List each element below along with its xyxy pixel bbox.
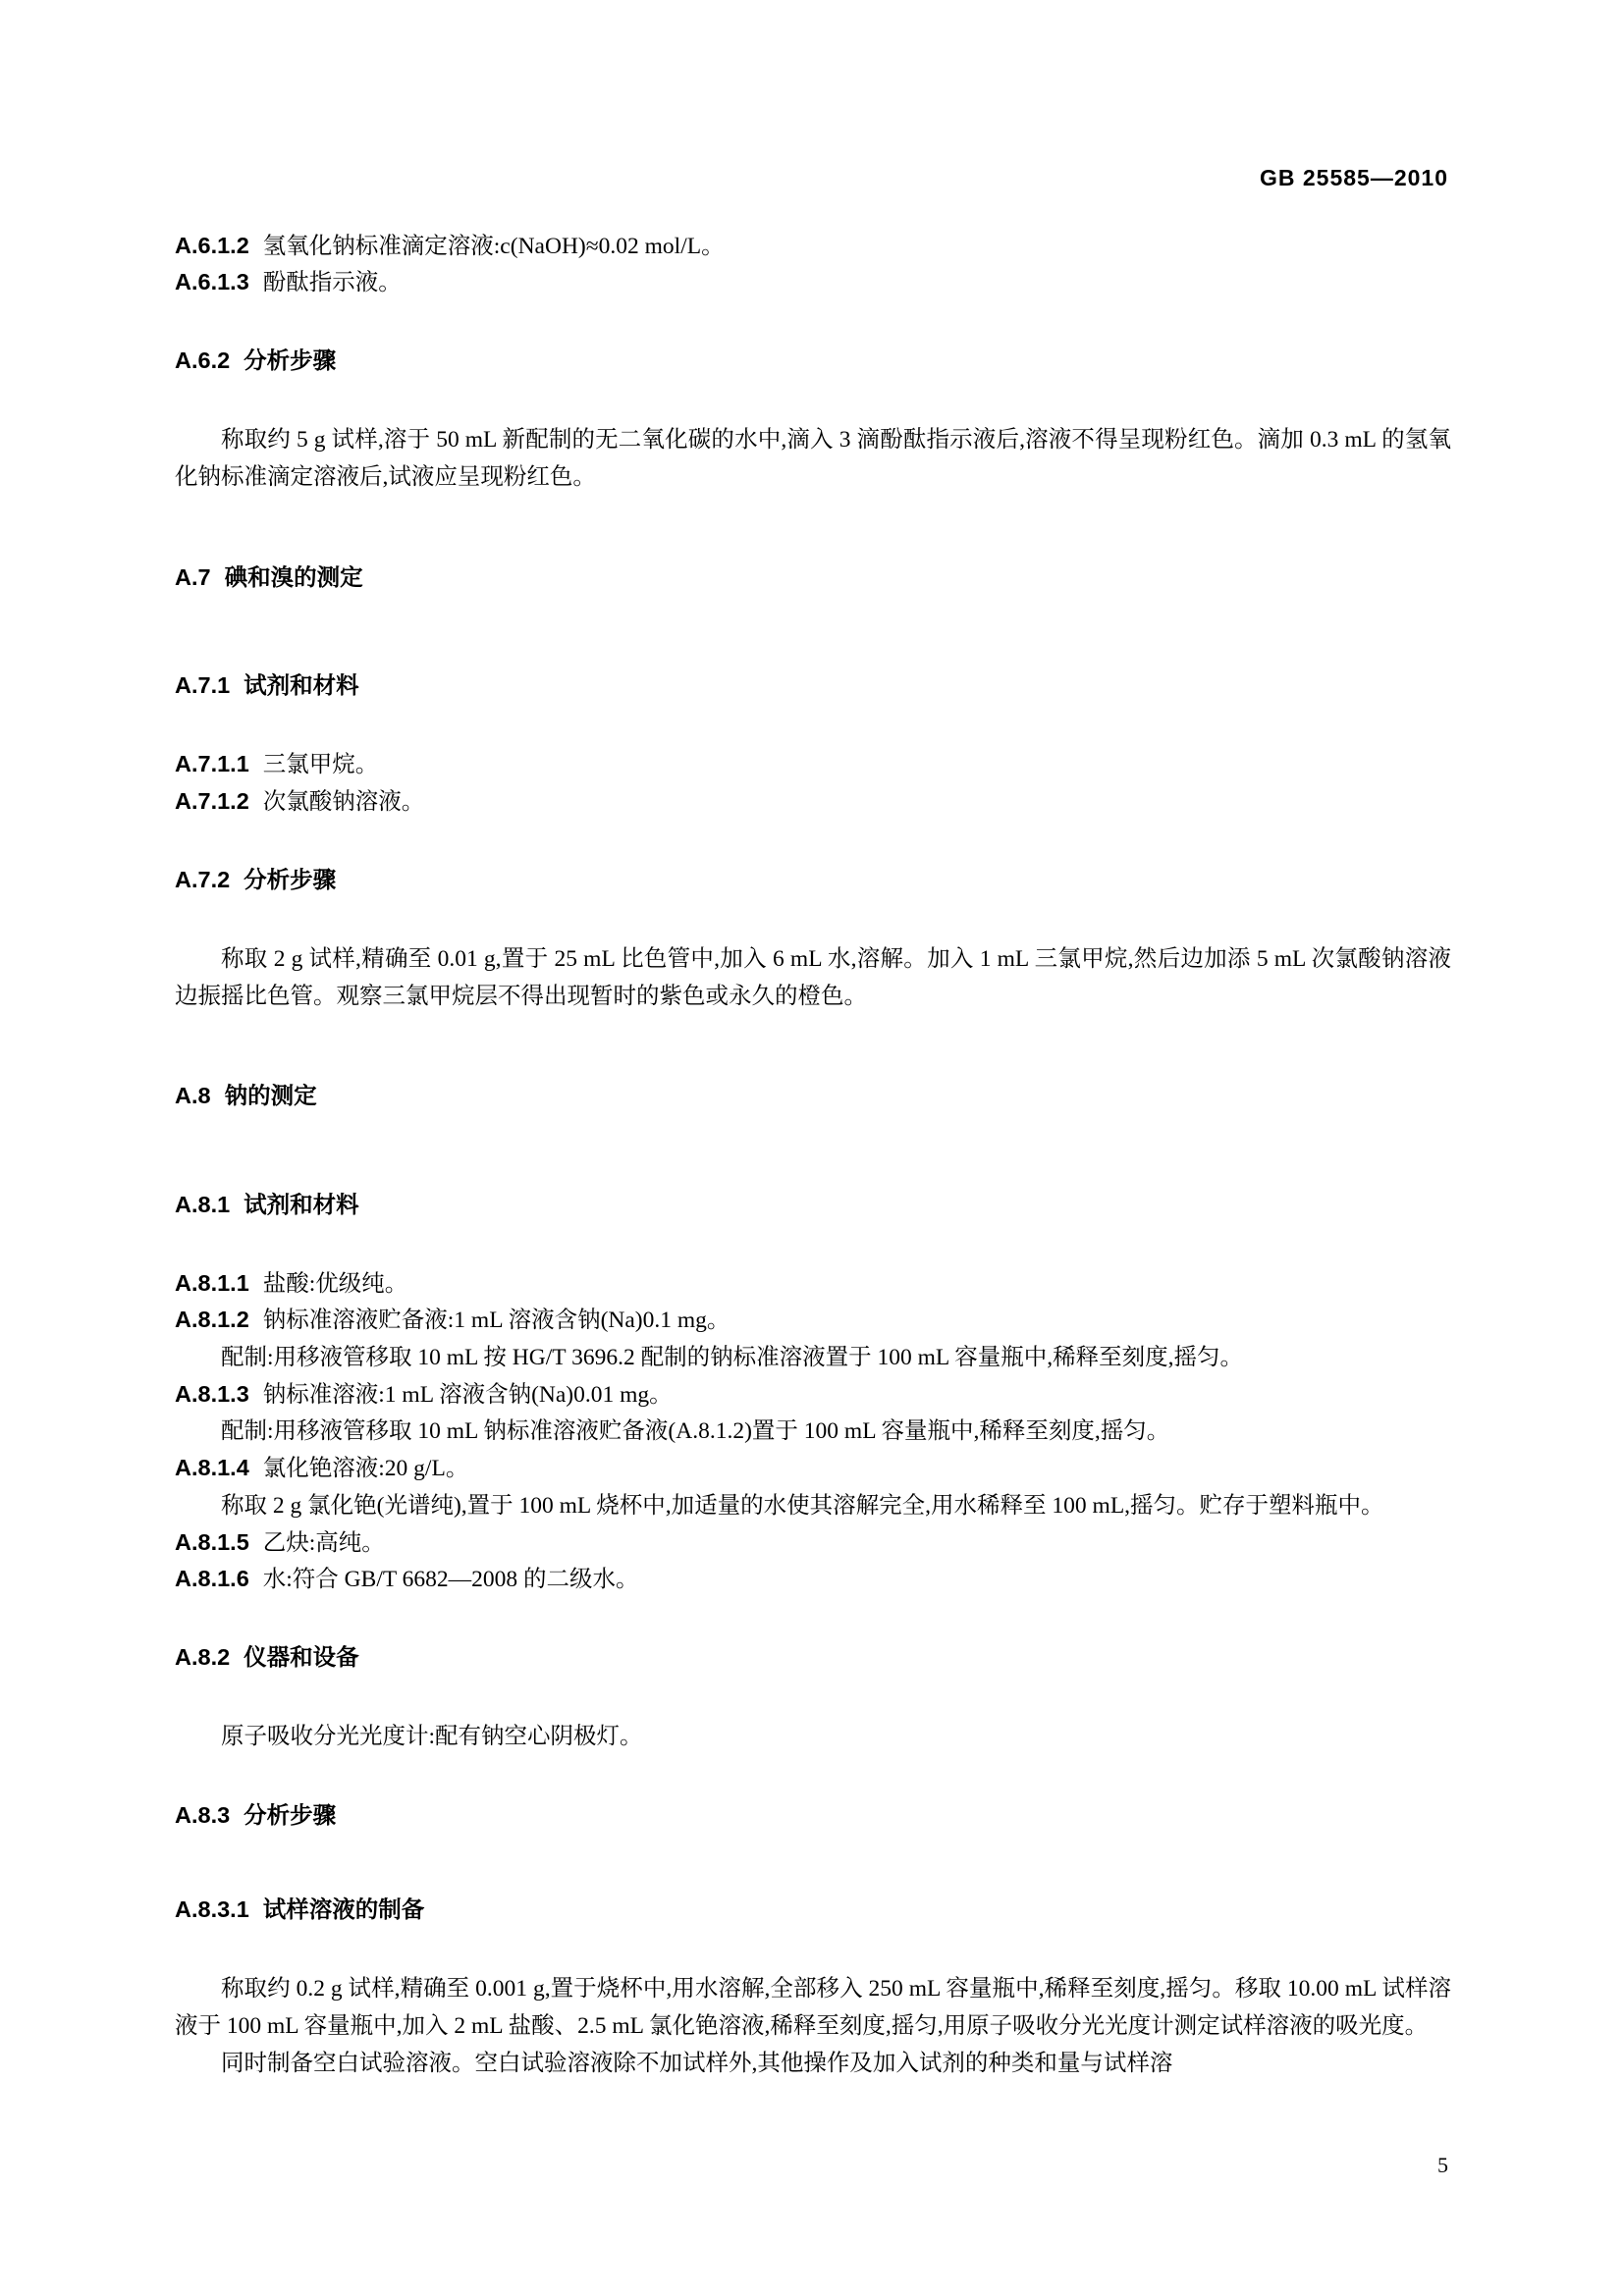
section-number: A.7.1	[175, 672, 231, 699]
spacer	[175, 1692, 1451, 1718]
spacer	[175, 1131, 1451, 1170]
section-heading	[175, 1085, 1451, 1108]
spacer	[175, 915, 1451, 940]
clause-number: A.8.1.2	[175, 1307, 249, 1333]
spacer	[175, 1945, 1451, 1970]
clause-text: 乙炔:高纯。	[262, 1529, 385, 1556]
section-number: A.8.3.1	[175, 1896, 249, 1923]
spacer	[175, 1598, 1451, 1624]
section-title: 碘和溴的测定	[224, 563, 363, 590]
section-title: 试剂和材料	[243, 1191, 359, 1217]
clause-item	[175, 1376, 1451, 1413]
section-heading	[175, 1646, 1451, 1670]
clause-number: A.8.1.6	[175, 1566, 249, 1592]
clause-item	[175, 1450, 1451, 1486]
page-number: 5	[1437, 2153, 1448, 2177]
spacer	[175, 396, 1451, 421]
clause-item	[175, 264, 1451, 300]
section-title: 试样溶液的制备	[262, 1896, 425, 1923]
clause-number: A.7.1.1	[175, 751, 249, 777]
spacer	[175, 1015, 1451, 1062]
section-title: 仪器和设备	[243, 1644, 359, 1671]
section-title: 钠的测定	[224, 1083, 317, 1109]
section-number: A.8.3	[175, 1801, 231, 1828]
paragraph: 称取 2 g 氯化铯(光谱纯),置于 100 mL 烧杯中,加适量的水使其溶解完全,用水稀释至 100 mL,摇匀。贮存于塑料瓶中。	[221, 1492, 1384, 1519]
clause-text: 水:符合 GB/T 6682—2008 的二级水。	[262, 1567, 639, 1593]
clause-text: 钠标准溶液贮备液:1 mL 溶液含钠(Na)0.1 mg。	[262, 1308, 730, 1334]
section-number: A.8.1	[175, 1191, 231, 1217]
paragraph: 配制:用移液管移取 10 mL 钠标准溶液贮备液(A.8.1.2)置于 100 mL 容量瓶中,稀释至刻度,摇匀。	[221, 1418, 1170, 1445]
spacer	[175, 1755, 1451, 1781]
section-number: A.7.2	[175, 866, 231, 892]
clause-number: A.6.1.3	[175, 269, 249, 295]
clause-item	[175, 783, 1451, 820]
section-title: 试剂和材料	[243, 672, 359, 699]
section-title: 分析步骤	[243, 866, 337, 892]
clause-item	[175, 1524, 1451, 1561]
clause-number: A.8.1.5	[175, 1528, 249, 1555]
clause-text: 三氯甲烷。	[262, 752, 379, 778]
spacer	[175, 820, 1451, 845]
spacer	[175, 613, 1451, 652]
clause-item	[175, 1561, 1451, 1597]
section-number: A.7	[175, 563, 211, 590]
document-body	[175, 228, 1451, 2082]
clause-number: A.8.1.3	[175, 1380, 249, 1407]
section-heading	[175, 1191, 1451, 1217]
section-number: A.8.2	[175, 1644, 231, 1671]
clause-text: 酚酞指示液。	[262, 270, 402, 296]
clause-item	[175, 228, 1451, 264]
clause-text: 钠标准溶液:1 mL 溶液含钠(Na)0.01 mg。	[262, 1381, 673, 1408]
clause-number: A.8.1.4	[175, 1455, 249, 1481]
clause-text: 次氯酸钠溶液。	[262, 788, 425, 815]
section-heading	[175, 674, 1451, 698]
section-heading	[175, 1898, 1451, 1922]
clause-number: A.6.1.2	[175, 233, 249, 258]
page-header: GB 25585—2010	[1259, 165, 1448, 190]
section-heading	[175, 866, 1451, 892]
section-heading	[175, 563, 1451, 590]
clause-item	[175, 1302, 1451, 1338]
clause-text: 氯化铯溶液:20 g/L。	[262, 1456, 469, 1482]
paragraph: 同时制备空白试验溶液。空白试验溶液除不加试样外,其他操作及加入试剂的种类和量与试样溶	[221, 2051, 1173, 2077]
paragraph: 称取约 5 g 试样,溶于 50 mL 新配制的无二氧化碳的水中,滴入 3 滴酚酞指示液后,溶液不得呈现粉红色。滴加 0.3 mL 的氢氧化钠标准滴定溶液后,试液应呈现粉红色。	[175, 427, 1451, 491]
clause-item	[175, 1265, 1451, 1302]
paragraph: 称取约 0.2 g 试样,精确至 0.001 g,置于烧杯中,用水溶解,全部移入 250 mL 容量瓶中,稀释至刻度,摇匀。移取 10.00 mL 试样溶液于 100 mL 容量瓶中,加入 2 mL 盐酸、2.5 mL 氯化铯溶液,稀释至刻度,摇匀,用原子吸收分光光度计测定试样溶液的吸光度。	[175, 1976, 1451, 2040]
section-title: 分析步骤	[243, 347, 337, 374]
section-title: 分析步骤	[243, 1801, 337, 1828]
spacer	[175, 721, 1451, 746]
clause-item	[175, 746, 1451, 782]
spacer	[175, 1240, 1451, 1265]
paragraph: 原子吸收分光光度计:配有钠空心阴极灯。	[221, 1724, 643, 1750]
clause-number: A.7.1.2	[175, 787, 249, 814]
section-heading	[175, 349, 1451, 373]
section-number: A.8	[175, 1083, 211, 1109]
spacer	[175, 496, 1451, 543]
spacer	[175, 1850, 1451, 1876]
section-heading	[175, 1801, 1451, 1828]
spacer	[175, 301, 1451, 327]
clause-number: A.8.1.1	[175, 1269, 249, 1296]
clause-text: 氢氧化钠标准滴定溶液:c(NaOH)≈0.02 mol/L。	[262, 234, 725, 259]
paragraph: 配制:用移液管移取 10 mL 按 HG/T 3696.2 配制的钠标准溶液置于 100 mL 容量瓶中,稀释至刻度,摇匀。	[221, 1344, 1243, 1370]
clause-text: 盐酸:优级纯。	[262, 1270, 408, 1297]
section-number: A.6.2	[175, 347, 231, 374]
paragraph: 称取 2 g 试样,精确至 0.01 g,置于 25 mL 比色管中,加入 6 mL 水,溶解。加入 1 mL 三氯甲烷,然后边加添 5 mL 次氯酸钠溶液边振摇比色管。观察三氯甲烷层不得出现暂时的紫色或永久的橙色。	[175, 945, 1451, 1009]
